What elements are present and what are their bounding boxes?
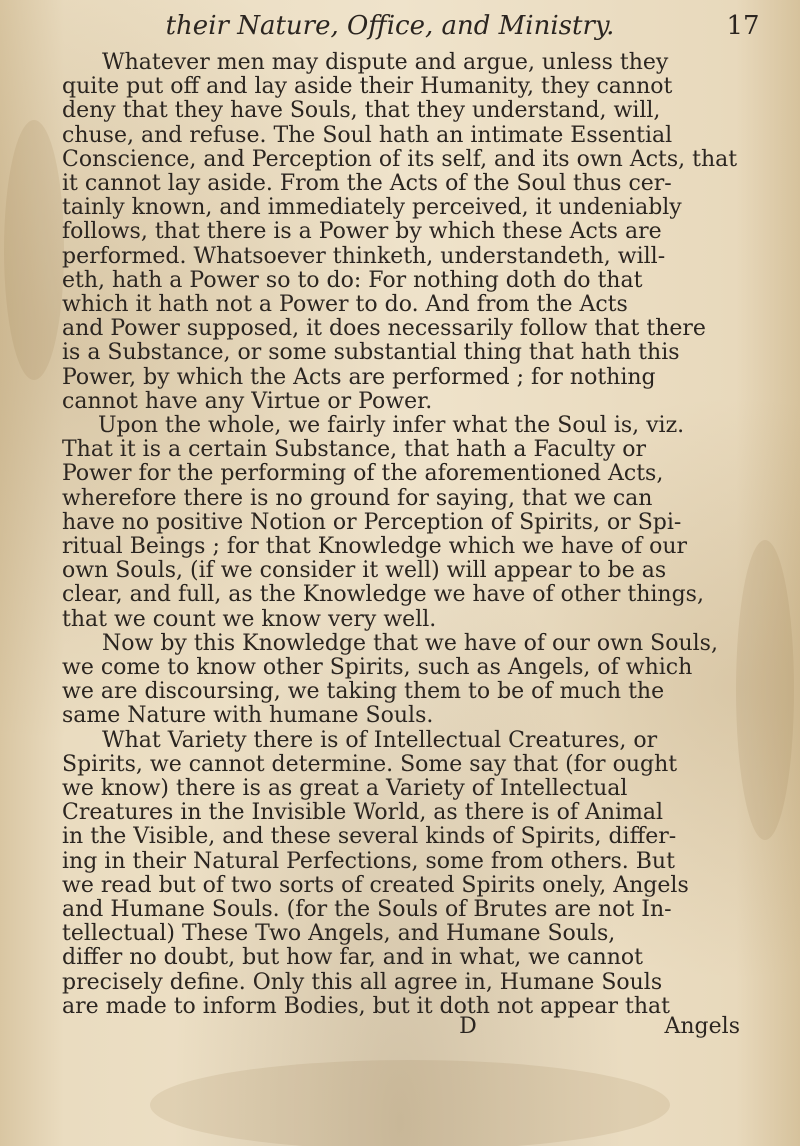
text-line: in the Visible, and these several kinds of Spirits, differ-: [62, 824, 677, 850]
text-line: Upon the whole, we fairly infer what the Soul is, viz.: [98, 413, 685, 438]
text-line: that we count we know very well.: [62, 606, 437, 632]
text-line: is a Substance, or some substantial thing that hath this: [62, 340, 680, 366]
text-line: own Souls, (if we consider it well) will appear to be as: [62, 558, 667, 584]
text-line: same Nature with humane Souls.: [62, 703, 434, 729]
text-line: cannot have any Virtue or Power.: [62, 388, 433, 414]
text-line: deny that they have Souls, that they understand, will,: [62, 98, 661, 124]
text-line: That it is a certain Substance, that hath a Faculty or: [62, 437, 646, 463]
text-line: ritual Beings ; for that Knowledge which we have of our: [62, 534, 688, 559]
text-line: Spirits, we cannot determine. Some say that (for ought: [62, 751, 678, 777]
text-line: which it hath not a Power to do. And from the Acts: [62, 292, 628, 317]
paper-stain: [150, 1060, 670, 1146]
catchword: Angels: [664, 1014, 740, 1039]
text-line: follows, that there is a Power by which these Acts are: [62, 219, 662, 245]
text-line: are made to inform Bodies, but it doth not appear that: [62, 993, 671, 1019]
text-line: Conscience, and Perception of its self, and its own Acts, that: [62, 146, 738, 172]
text-line: we are discoursing, we taking them to be of much the: [62, 679, 665, 705]
text-line: differ no doubt, but how far, and in what, we cannot: [62, 945, 643, 971]
text-line: quite put off and lay aside their Humanity, they cannot: [62, 74, 673, 100]
text-line: ing in their Natural Perfections, some from others. But: [62, 848, 675, 874]
text-line: we read but of two sorts of created Spirits onely, Angels: [62, 872, 689, 898]
text-line: clear, and full, as the Knowledge we have of other things,: [62, 582, 704, 608]
page-number: 17: [726, 11, 760, 41]
text-line: Now by this Knowledge that we have of our own Souls,: [102, 630, 718, 656]
text-line: precisely define. Only this all agree in, Humane Souls: [62, 969, 663, 995]
text-line: eth, hath a Power so to do: For nothing doth do that: [62, 267, 643, 293]
text-line: What Variety there is of Intellectual Creatures, or: [102, 727, 658, 753]
text-line: have no positive Notion or Perception of Spirits, or Spi-: [62, 509, 682, 535]
text-line: Creatures in the Invisible World, as there is of Animal: [62, 800, 664, 826]
text-line: wherefore there is no ground for saying, that we can: [62, 485, 653, 511]
text-line: chuse, and refuse. The Soul hath an intimate Essential: [62, 122, 673, 148]
text-line: performed. Whatsoever thinketh, understandeth, will-: [62, 243, 666, 269]
signature-mark: D: [459, 1014, 477, 1039]
text-line: we know) there is as great a Variety of Intellectual: [62, 776, 628, 801]
text-line: Power, by which the Acts are performed ; for nothing: [62, 364, 656, 390]
text-line: it cannot lay aside. From the Acts of the Soul thus cer-: [62, 171, 672, 196]
running-head: their Nature, Office, and Ministry.: [165, 11, 615, 41]
text-line: we come to know other Spirits, such as Angels, of which: [62, 655, 693, 680]
text-line: tainly known, and immediately perceived, it undeniably: [62, 195, 682, 221]
text-line: Whatever men may dispute and argue, unless they: [102, 50, 669, 75]
text-line: and Humane Souls. (for the Souls of Brutes are not In-: [62, 897, 672, 922]
text-line: and Power supposed, it does necessarily follow that there: [62, 316, 706, 342]
paper-stain: [4, 120, 64, 380]
text-line: tellectual) These Two Angels, and Humane Souls,: [62, 921, 616, 947]
text-line: Power for the performing of the aforementioned Acts,: [62, 461, 664, 487]
